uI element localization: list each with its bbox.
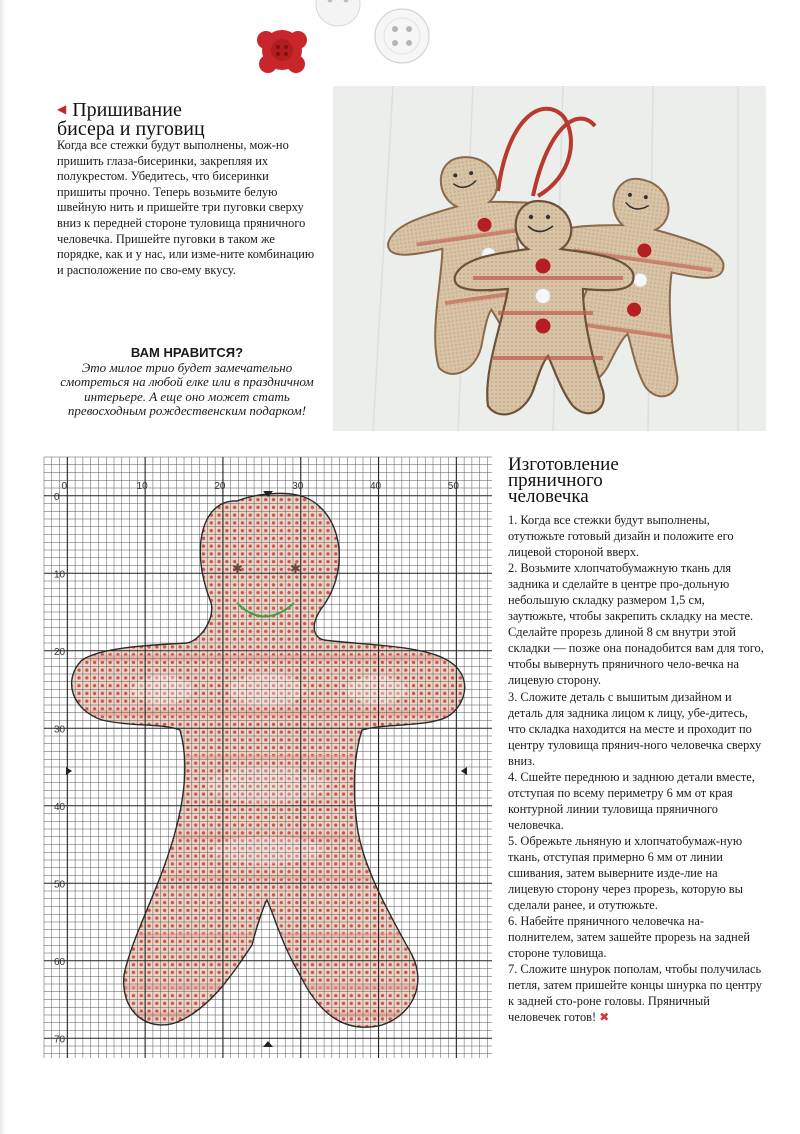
- y-tick-label: 20: [54, 646, 66, 658]
- end-cross-icon: ✖: [599, 1010, 610, 1025]
- y-tick-label: 40: [54, 801, 66, 813]
- decorative-buttons: [250, 0, 460, 90]
- triangle-left-icon: ◀: [57, 102, 67, 116]
- cross-stitch-chart: [42, 455, 494, 1060]
- step-7: [508, 961, 764, 1025]
- y-tick-label: 30: [54, 724, 66, 736]
- make-title-line3: человечка: [508, 486, 589, 507]
- y-tick-label: 10: [54, 569, 66, 581]
- x-tick-label: 0: [61, 481, 68, 492]
- x-tick-label: 30: [292, 481, 304, 492]
- make-title-line2: пряничного: [508, 470, 603, 491]
- make-section-steps: [508, 512, 764, 1026]
- step-3: 3. Сложите деталь с вышитым дизайном и деталь для задника лицом к лицу, убе-дитесь, что складка находится на месте и проходит по центру туловища прянич-ного человечка сверху вниз.: [508, 689, 762, 768]
- beads-section-title: [57, 100, 297, 139]
- svg-text:✱: ✱: [290, 562, 301, 577]
- page-spine-shadow: [0, 0, 6, 1134]
- step-4: 4. Сшейте переднюю и заднюю детали вместе, отступая по всему периметру 6 мм от края контурной линии туловища пряничного человечка.: [508, 769, 755, 832]
- y-tick-label: 0: [54, 491, 60, 503]
- step-1: 1. Когда все стежки будут выполнены, отутюжьте готовый дизайн и положите его лицевой стороной вверх.: [508, 513, 734, 560]
- step-7-text: 7. Сложите шнурок пополам, чтобы получилась петля, затем пришейте концы шнурка по центру к задней сто-роне головы. Пряничный человечек готов!: [508, 962, 763, 1025]
- x-tick-label: 20: [214, 481, 226, 492]
- step-6: 6. Набейте пряничного человечка на-полнителем, затем зашейте прорезь на задней стороне туловища.: [508, 914, 750, 961]
- y-tick-label: 50: [54, 879, 66, 891]
- x-tick-label: 10: [136, 481, 148, 492]
- beads-section-body: Когда все стежки будут выполнены, мож-но пришить глаза-бисеринки, закрепляя их полукрестом. Убедитесь, что бисеринки пришиты прочно. Теперь возьмите белую швейную нить и пришейте три пуговки сверху вниз к передней стороне туловища пряничного человечка. Пришейте пуговки в таком же порядке, как и у нас, или изме-ните комбинацию и расположение по сво-ему вкусу.: [57, 138, 315, 277]
- callout-body: Это милое трио будет замечательно смотреться на любой елке или в праздничном интерьере. А еще оно может стать превосходным рождественским подарком!: [60, 359, 314, 418]
- beads-title-line2: бисера и пуговиц: [57, 118, 205, 140]
- y-tick-label: 70: [54, 1034, 66, 1046]
- make-section-title: [508, 454, 748, 507]
- red-flower-button-icon: [257, 30, 307, 73]
- y-tick-label: 60: [54, 956, 66, 968]
- svg-text:✱: ✱: [232, 562, 243, 577]
- callout-box: [55, 346, 319, 419]
- beads-title-line1: Пришивание: [72, 99, 182, 121]
- x-tick-label: 40: [369, 481, 382, 492]
- step-5: 5. Обрежьте льняную и хлопчатобумаж-ную ткань, отступая примерно 6 мм от линии сшивания, затем выверните изде-лие на лицевую сторону через прорезь, которую вы сделали ранее, и отутюжьте.: [508, 833, 743, 913]
- x-tick-label: 50: [447, 481, 459, 492]
- gingerbread-ornaments-photo: [333, 86, 766, 431]
- step-2: 2. Возьмите хлопчатобумажную ткань для задника и сделайте в центре про-дольную небольшую складку размером 1,5 см, заутюжьте, чтобы закрепить складку на месте. Сделайте прорезь длиной 8 см внутри этой складки — позже она понадобится вам для того, чтобы вывернуть пряничного чело-вечка на лицевую сторону.: [508, 561, 764, 688]
- callout-heading: ВАМ НРАВИТСЯ?: [130, 345, 244, 360]
- make-title-line1: Изготовление: [508, 454, 619, 475]
